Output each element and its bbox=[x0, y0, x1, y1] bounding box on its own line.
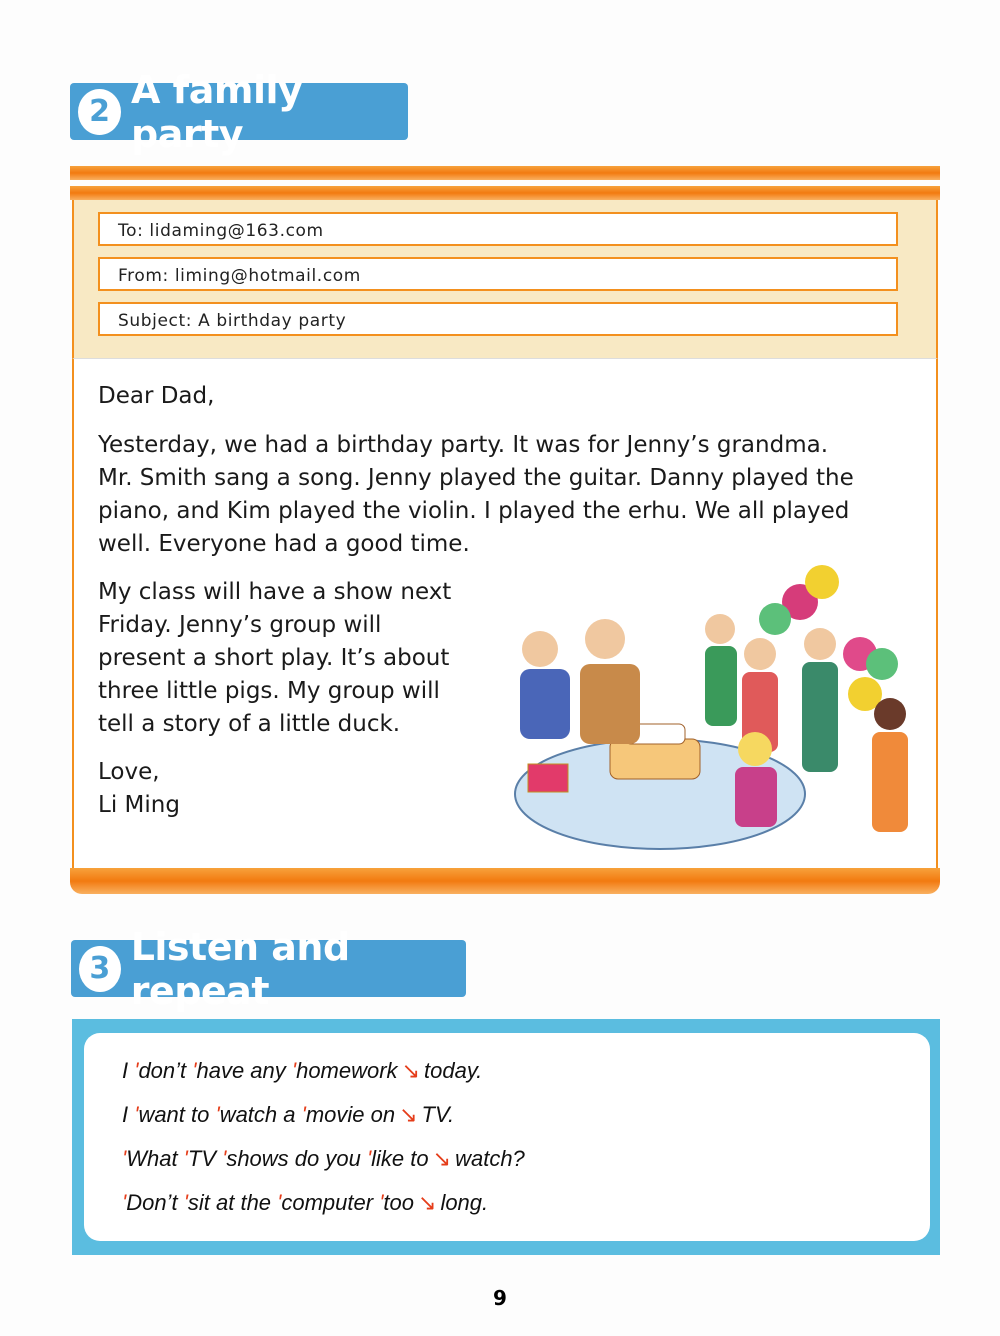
stress-mark: ' bbox=[192, 1058, 197, 1083]
greeting: Dear Dad, bbox=[98, 383, 215, 409]
stress-mark: ' bbox=[222, 1146, 227, 1171]
sentence-text: today. bbox=[424, 1058, 483, 1083]
signature: Li Ming bbox=[98, 792, 180, 818]
text-line: three little pigs. My group will bbox=[98, 678, 440, 704]
sentence-text: sit at the bbox=[187, 1190, 278, 1215]
section-title: A family party bbox=[131, 67, 303, 156]
from-field: From: liming@hotmail.com bbox=[98, 257, 898, 291]
stress-mark: ' bbox=[379, 1190, 384, 1215]
section-number: 2 bbox=[78, 89, 121, 135]
closing-text: Love, bbox=[98, 759, 160, 785]
stress-mark: ' bbox=[366, 1146, 372, 1171]
email-top-bar bbox=[70, 186, 940, 200]
sentence bbox=[122, 1102, 454, 1128]
falling-intonation-arrow-icon: ↘ bbox=[401, 1058, 420, 1083]
sentence bbox=[122, 1058, 482, 1084]
sentence-text: don’t bbox=[138, 1058, 193, 1083]
sentence-text: watch? bbox=[455, 1146, 525, 1171]
text-line: Friday. Jenny’s group will bbox=[98, 612, 382, 638]
sentence-text: TV. bbox=[421, 1102, 455, 1127]
text-line: well. Everyone had a good time. bbox=[98, 531, 470, 557]
stress-mark: ' bbox=[215, 1102, 220, 1127]
sentence-text: long. bbox=[440, 1190, 489, 1215]
sentence bbox=[122, 1146, 525, 1172]
sentence-text: computer bbox=[281, 1190, 380, 1215]
text-line: piano, and Kim played the violin. I played the erhu. We all played bbox=[98, 498, 850, 524]
sentence-text: want to bbox=[138, 1102, 216, 1127]
stress-mark: ' bbox=[134, 1102, 139, 1127]
text-line: Yesterday, we had a birthday party. It was for Jenny’s grandma. bbox=[98, 432, 829, 458]
section-title: Listen and repeat bbox=[130, 924, 350, 1013]
to-field: To: lidaming@163.com bbox=[98, 212, 898, 246]
stress-mark: ' bbox=[134, 1058, 139, 1083]
stress-mark: ' bbox=[291, 1058, 297, 1083]
sentence-text: watch a bbox=[219, 1102, 302, 1127]
email-card bbox=[70, 166, 940, 894]
sentence bbox=[122, 1190, 488, 1216]
sentence-text: homework bbox=[296, 1058, 398, 1083]
paragraph-1 bbox=[98, 429, 854, 561]
sentence-text: What bbox=[126, 1146, 184, 1171]
stress-mark: ' bbox=[301, 1102, 306, 1127]
party-illustration bbox=[510, 564, 910, 854]
email-top-bar bbox=[70, 166, 940, 180]
section-2-heading bbox=[70, 67, 408, 156]
sentence-text: have any bbox=[196, 1058, 292, 1083]
falling-intonation-arrow-icon: ↘ bbox=[399, 1102, 418, 1127]
text-line: tell a story of a little duck. bbox=[98, 711, 401, 737]
section-3-heading bbox=[71, 924, 466, 1013]
stress-mark: ' bbox=[277, 1190, 282, 1215]
email-body bbox=[72, 358, 938, 869]
section-number: 3 bbox=[79, 946, 121, 992]
falling-intonation-arrow-icon: ↘ bbox=[432, 1146, 452, 1171]
falling-intonation-arrow-icon: ↘ bbox=[418, 1190, 437, 1215]
sentence-text: I bbox=[122, 1102, 135, 1127]
email-header bbox=[72, 200, 938, 358]
stress-mark: ' bbox=[122, 1190, 127, 1215]
subject-field: Subject: A birthday party bbox=[98, 302, 898, 336]
text-line: Mr. Smith sang a song. Jenny played the guitar. Danny played the bbox=[98, 465, 854, 491]
sentence-text: shows do you bbox=[226, 1146, 367, 1171]
stress-mark: ' bbox=[183, 1190, 188, 1215]
sentence-text: TV bbox=[187, 1146, 223, 1171]
paragraph-2 bbox=[98, 576, 451, 741]
sentence-panel bbox=[84, 1033, 930, 1241]
closing bbox=[98, 756, 180, 822]
email-bottom-bar bbox=[70, 868, 940, 894]
sentence-text: movie on bbox=[305, 1102, 396, 1127]
sentence-text: too bbox=[383, 1190, 414, 1215]
page-number: 9 bbox=[493, 1286, 507, 1310]
stress-mark: ' bbox=[183, 1146, 188, 1171]
listen-and-repeat-box bbox=[72, 1019, 940, 1255]
sentence-text: like to bbox=[371, 1146, 429, 1171]
text-line: present a short play. It’s about bbox=[98, 645, 450, 671]
text-line: My class will have a show next bbox=[98, 579, 452, 605]
sentence-text: I bbox=[122, 1058, 135, 1083]
stress-mark: ' bbox=[122, 1146, 127, 1171]
sentence-text: Don’t bbox=[126, 1190, 184, 1215]
